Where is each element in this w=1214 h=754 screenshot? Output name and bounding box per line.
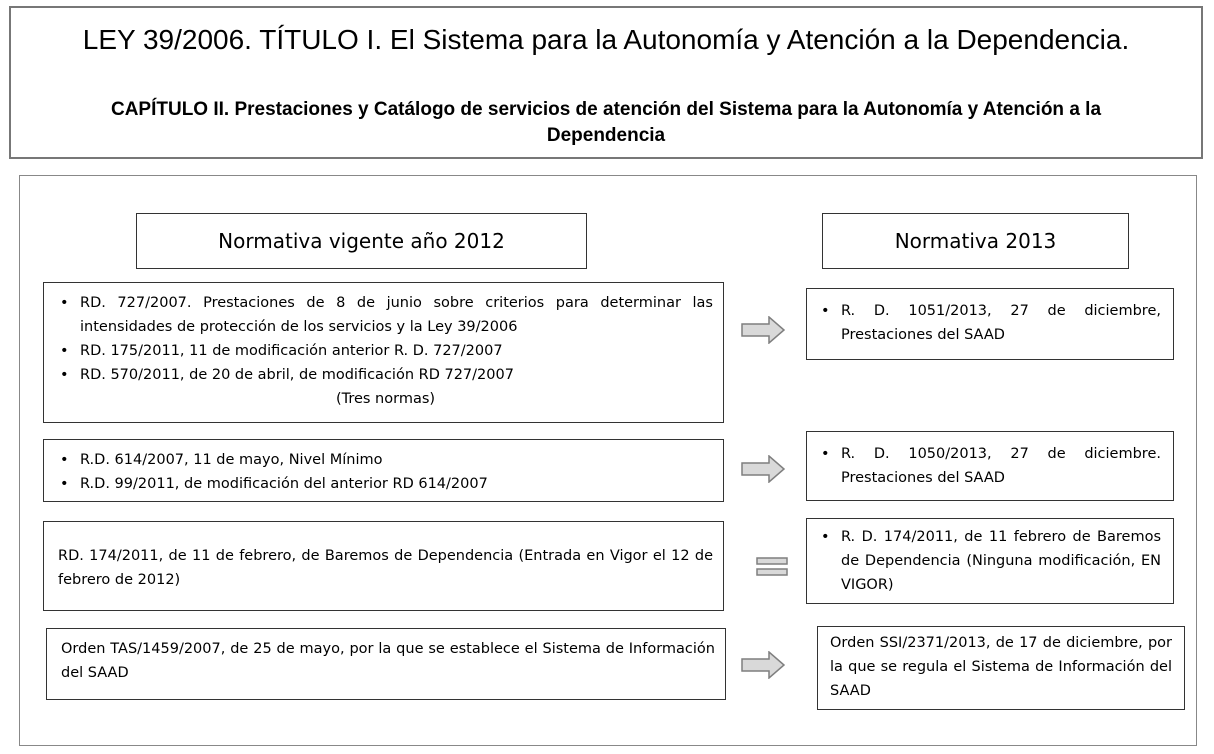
- row2-left-list: [58, 448, 713, 496]
- row3-right-list: [819, 525, 1161, 597]
- list-item: • RD. 175/2011, 11 de modificación anterior R. D. 727/2007: [80, 339, 713, 363]
- chapter-subtitle: CAPÍTULO II. Prestaciones y Catálogo de servicios de atención del Sistema para la Autonomía y Atención a la Dependencia: [110, 99, 1102, 146]
- right-column-header-label: Normativa 2013: [894, 229, 1057, 253]
- title-box: [9, 6, 1203, 159]
- row2-right-box: [806, 431, 1174, 501]
- row3-left-box: [43, 521, 724, 611]
- list-item: • RD. 727/2007. Prestaciones de 8 de junio sobre criterios para determinar las intensidades de protección de los servicios y la Ley 39/2006: [80, 291, 713, 339]
- row2-right-list: [819, 442, 1161, 490]
- row3-left-text: RD. 174/2011, de 11 de febrero, de Baremos de Dependencia (Entrada en Vigor el 12 de febrero de 2012): [58, 548, 713, 588]
- row4-left-text: Orden TAS/1459/2007, de 25 de mayo, por la que se establece el Sistema de Información del SAAD: [61, 641, 715, 681]
- row1-right-box: [806, 288, 1174, 360]
- row1-left-box: [43, 282, 724, 423]
- list-item: • RD. 570/2011, de 20 de abril, de modificación RD 727/2007: [80, 363, 713, 387]
- list-item: • R.D. 99/2011, de modificación del anterior RD 614/2007: [80, 472, 713, 496]
- row1-left-list: [58, 291, 713, 387]
- right-arrow-icon: [741, 651, 785, 679]
- row4-right-box: [817, 626, 1185, 710]
- row1-right-list: [819, 299, 1161, 347]
- list-item: • R. D. 174/2011, de 11 febrero de Baremos de Dependencia (Ninguna modificación, EN VIGOR): [841, 525, 1161, 597]
- row4-right-text: Orden SSI/2371/2013, de 17 de diciembre, por la que se regula el Sistema de Información del SAAD: [830, 635, 1172, 699]
- equals-icon: [756, 556, 788, 578]
- list-item: • R.D. 614/2007, 11 de mayo, Nivel Mínimo: [80, 448, 713, 472]
- row4-left-box: [46, 628, 726, 700]
- row3-right-box: [806, 518, 1174, 604]
- right-arrow-icon: [741, 455, 785, 483]
- right-column-header: [822, 213, 1129, 269]
- left-column-header: [136, 213, 587, 269]
- list-item: • R. D. 1051/2013, 27 de diciembre, Prestaciones del SAAD: [841, 299, 1161, 347]
- row2-left-box: [43, 439, 724, 502]
- right-arrow-icon: [741, 316, 785, 344]
- law-title: LEY 39/2006. TÍTULO I. El Sistema para la Autonomía y Atención a la Dependencia.: [82, 24, 1130, 55]
- row1-left-note: (Tres normas): [335, 391, 436, 407]
- list-item: • R. D. 1050/2013, 27 de diciembre. Prestaciones del SAAD: [841, 442, 1161, 490]
- left-column-header-label: Normativa vigente año 2012: [218, 229, 505, 253]
